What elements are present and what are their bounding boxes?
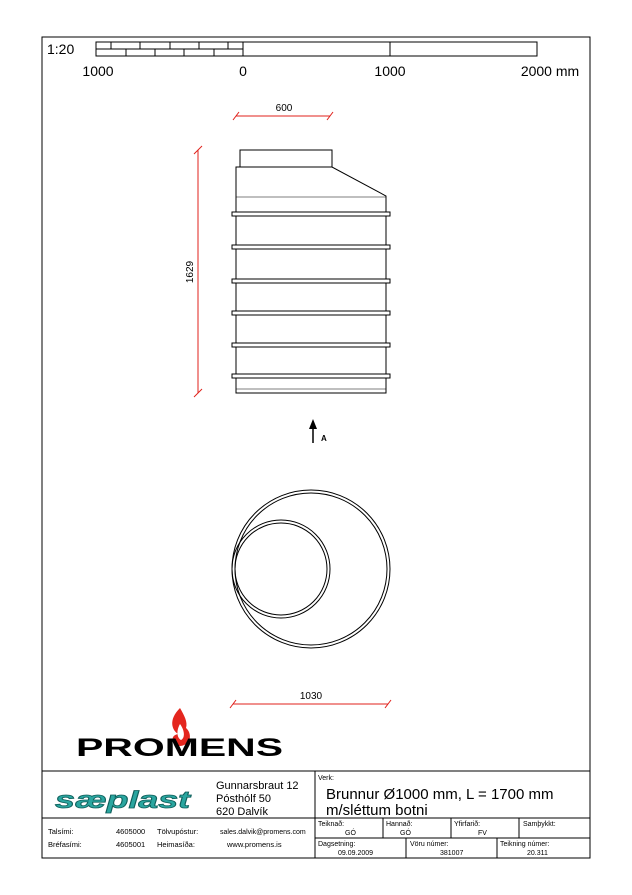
dimension-top-width <box>233 103 333 120</box>
company-pobox: Pósthólf 50 <box>216 793 272 805</box>
project-title-line1: Brunnur Ø1000 mm, L = 1700 mm <box>326 786 554 803</box>
dimension-1030-label: 1030 <box>299 691 323 702</box>
dimension-600-label: 600 <box>275 103 293 114</box>
fax-value: 4605001 <box>116 840 146 849</box>
checked-value: FV <box>478 830 487 837</box>
company-city: 620 Dalvík <box>216 806 268 818</box>
date-value: 09.09.2009 <box>338 850 374 857</box>
manhole-side-view <box>232 150 390 393</box>
date-label: Dagsetning: <box>318 841 356 848</box>
promens-wordmark: PROMENS <box>76 734 283 762</box>
phone-label: Talsími: <box>48 827 74 836</box>
drawn-value: GÓ <box>345 830 356 837</box>
scale-label-left: 1000 <box>82 63 114 79</box>
designed-value: GÓ <box>400 830 411 837</box>
company-street: Gunnarsbraut 12 <box>216 780 299 792</box>
phone-value: 4605000 <box>116 827 146 836</box>
drawing-number-value: 20.311 <box>527 850 548 857</box>
saeplast-logo: sæplast <box>55 787 192 814</box>
drawing-number-label: Teikning númer: <box>500 841 550 848</box>
manhole-plan-view <box>232 490 390 648</box>
scale-label-right: 2000 mm <box>520 63 580 79</box>
dimension-height <box>185 146 202 397</box>
item-number-value: 381007 <box>440 850 464 857</box>
web-label: Heimasíða: <box>157 840 195 849</box>
promens-logo <box>76 708 283 762</box>
project-label: Verk: <box>318 775 334 782</box>
item-number-label: Vöru númer: <box>410 841 449 848</box>
web-value[interactable]: www.promens.is <box>227 840 282 849</box>
scale-ratio: 1:20 <box>47 41 75 57</box>
scale-label-zero: 0 <box>239 63 247 79</box>
approved-label: Samþykkt: <box>523 821 556 828</box>
email-value[interactable]: sales.dalvik@promens.com <box>220 829 306 836</box>
scale-label-mid: 1000 <box>374 63 406 79</box>
view-arrow-label: A <box>321 434 327 443</box>
checked-label: Yfirfarið: <box>454 821 481 828</box>
project-title-line2: m/sléttum botni <box>326 802 428 819</box>
scale-bar <box>47 41 579 79</box>
dimension-bottom-width <box>230 691 391 708</box>
designed-label: Hannað: <box>386 821 413 828</box>
email-label: Tölvupóstur: <box>157 827 199 836</box>
fax-label: Bréfasími: <box>48 840 82 849</box>
drawn-label: Teiknað: <box>318 821 345 828</box>
view-arrow-a <box>309 419 327 443</box>
dimension-1629-label: 1629 <box>185 260 196 284</box>
